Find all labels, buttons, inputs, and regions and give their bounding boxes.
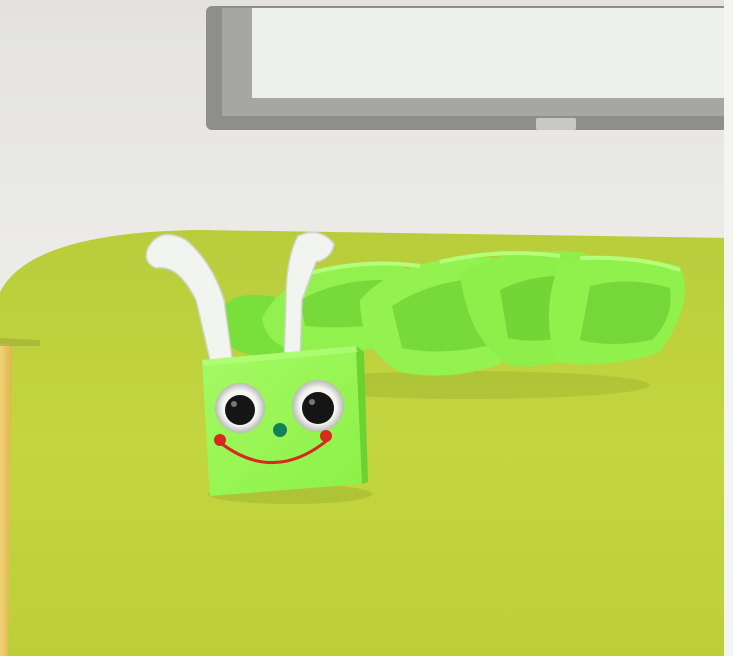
caterpillar-head: [202, 346, 372, 504]
right-eye: [292, 380, 344, 432]
nose: [273, 423, 287, 437]
right-frame-strip: [724, 0, 733, 656]
left-eye: [215, 383, 265, 433]
whiteboard: [206, 6, 733, 130]
